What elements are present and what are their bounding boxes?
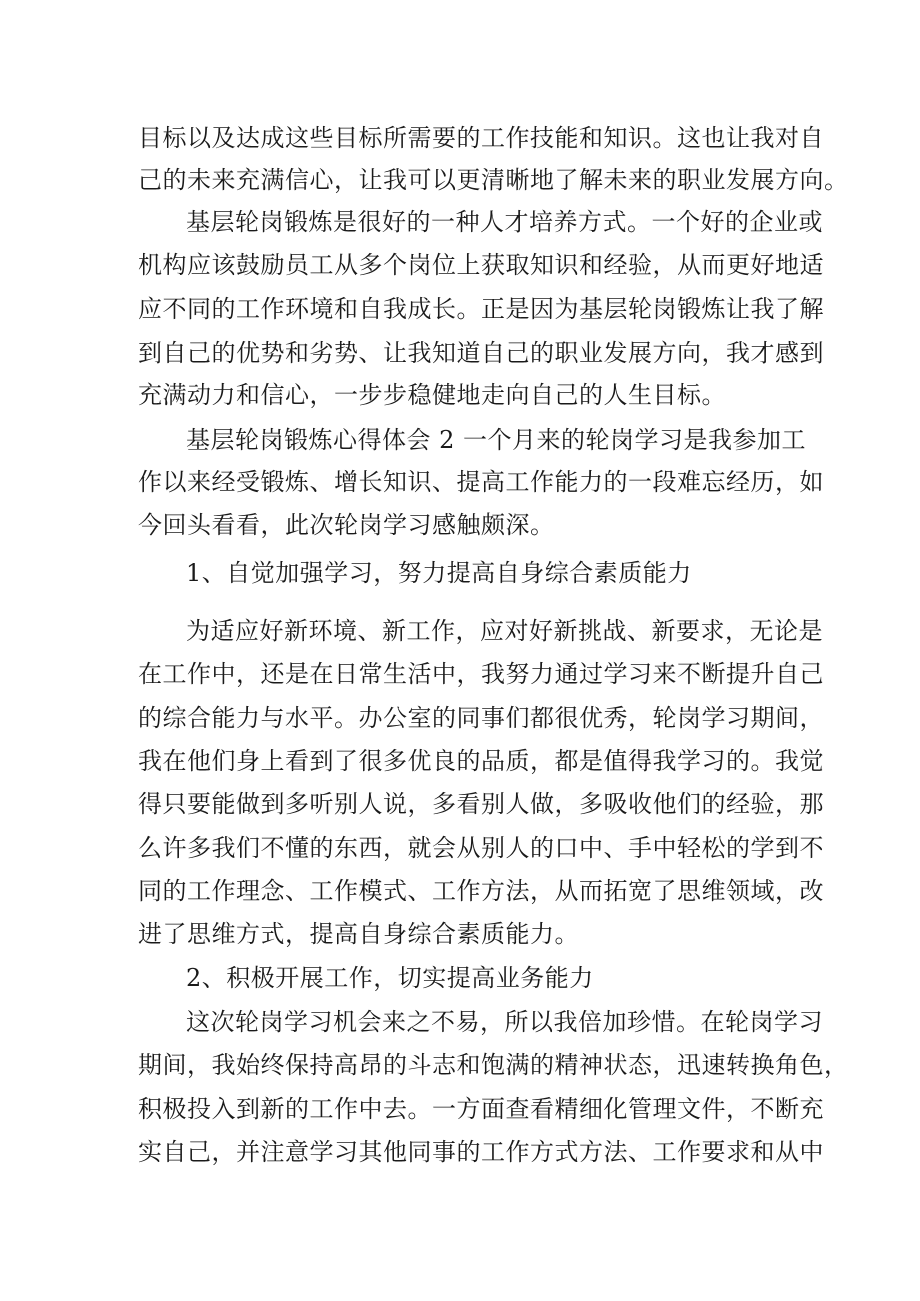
paragraph-line: 今回头看看，此次轮岗学习感触颇深。: [138, 511, 555, 539]
paragraph-line: 期间，我始终保持高昂的斗志和饱满的精神状态，迅速转换角色，: [138, 1051, 849, 1079]
paragraph-line: 基层轮岗锻炼心得体会 2 一个月来的轮岗学习是我参加工: [186, 426, 807, 454]
paragraph-line: 得只要能做到多听别人说，多看别人做，多吸收他们的经验，那: [138, 790, 824, 818]
paragraph-line: 实自己，并注意学习其他同事的工作方式方法、工作要求和从中: [138, 1138, 824, 1166]
paragraph-line: 基层轮岗锻炼是很好的一种人才培养方式。一个好的企业或: [186, 208, 823, 236]
section-heading: 2、积极开展工作，切实提高业务能力: [186, 964, 594, 992]
paragraph-line: 目标以及达成这些目标所需要的工作技能和知识。这也让我对自: [138, 124, 824, 152]
paragraph-line: 这次轮岗学习机会来之不易，所以我倍加珍惜。在轮岗学习: [186, 1008, 823, 1036]
paragraph-line: 己的未来充满信心，让我可以更清晰地了解未来的职业发展方向。: [138, 166, 849, 194]
paragraph-line: 的综合能力与水平。办公室的同事们都很优秀，轮岗学习期间，: [138, 704, 824, 732]
paragraph-line: 么许多我们不懂的东西，就会从别人的口中、手中轻松的学到不: [138, 834, 824, 862]
paragraph-line: 进了思维方式，提高自身综合素质能力。: [138, 920, 579, 948]
section-heading: 1、自觉加强学习，努力提高自身综合素质能力: [186, 559, 692, 587]
paragraph-line: 到自己的优势和劣势、让我知道自己的职业发展方向，我才感到: [138, 339, 824, 367]
paragraph-line: 作以来经受锻炼、增长知识、提高工作能力的一段难忘经历，如: [138, 468, 824, 496]
paragraph-line: 应不同的工作环境和自我成长。正是因为基层轮岗锻炼让我了解: [138, 295, 824, 323]
paragraph-line: 机构应该鼓励员工从多个岗位上获取知识和经验，从而更好地适: [138, 251, 824, 279]
paragraph-line: 积极投入到新的工作中去。一方面查看精细化管理文件，不断充: [138, 1095, 824, 1123]
paragraph-line: 同的工作理念、工作模式、工作方法，从而拓宽了思维领域，改: [138, 877, 824, 905]
paragraph-line: 在工作中，还是在日常生活中，我努力通过学习来不断提升自己: [138, 660, 824, 688]
paragraph-line: 充满动力和信心，一步步稳健地走向自己的人生目标。: [138, 381, 726, 409]
paragraph-line: 我在他们身上看到了很多优良的品质，都是值得我学习的。我觉: [138, 747, 824, 775]
paragraph-line: 为适应好新环境、新工作，应对好新挑战、新要求，无论是: [186, 617, 823, 645]
